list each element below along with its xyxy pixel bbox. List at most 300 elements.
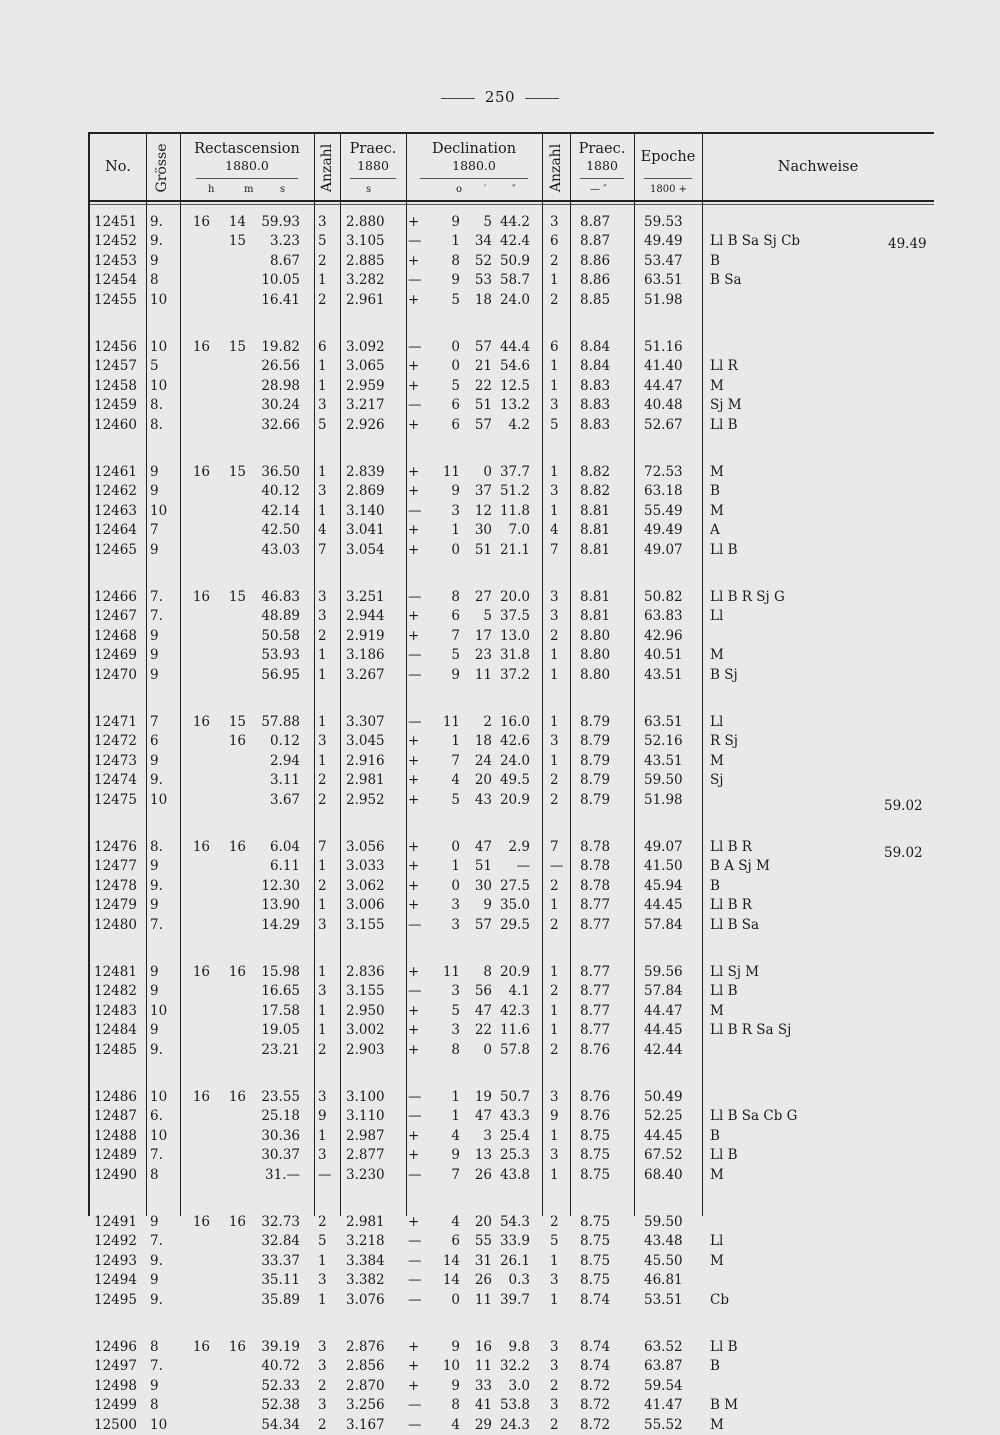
cell-decl-sign: — — [408, 1397, 422, 1414]
cell-groesse: 10 — [150, 377, 168, 394]
cell-praec: 2.961 — [346, 291, 385, 308]
cell-ra-h: 16 — [192, 589, 210, 605]
cell-epoche: 44.45 — [644, 1127, 683, 1144]
cell-ra-s: 32.66 — [261, 416, 300, 433]
cell-decl-sec: 57.8 — [499, 1041, 530, 1058]
cell-groesse: 6. — [150, 1108, 163, 1125]
cell-nachweise: Ll R — [710, 358, 738, 375]
cell-praec-2: 8.79 — [580, 752, 611, 769]
cell-decl-sec: 4.1 — [508, 983, 530, 1000]
cell-decl-min: 53 — [474, 272, 492, 289]
cell-praec: 3.382 — [346, 1272, 385, 1289]
cell-decl-deg: 11 — [442, 464, 460, 480]
table-row — [0, 1040, 1000, 1060]
cell-decl-deg: 3 — [451, 916, 460, 933]
cell-anzahl: 1 — [318, 1291, 327, 1308]
cell-decl-deg: 1 — [451, 522, 460, 539]
cell-groesse: 9. — [150, 1291, 163, 1308]
cell-no: 12451 — [94, 214, 137, 230]
cell-decl-sec: 58.7 — [499, 272, 530, 289]
cell-no: 12479 — [94, 897, 137, 914]
cell-decl-sign: — — [408, 1272, 422, 1289]
cell-anzahl: — — [318, 1166, 332, 1183]
cell-decl-sign: + — [408, 483, 420, 500]
cell-no: 12466 — [94, 589, 137, 605]
table-row — [0, 837, 1000, 857]
cell-decl-min: 13 — [474, 1147, 492, 1164]
cell-praec-2: 8.85 — [580, 291, 611, 308]
cell-no: 12469 — [94, 647, 137, 664]
cell-nachweise: M — [710, 377, 724, 394]
cell-praec: 2.926 — [346, 416, 385, 433]
cell-decl-sign: + — [408, 358, 420, 375]
cell-nachweise: Ll B — [710, 1147, 738, 1164]
cell-praec: 3.230 — [346, 1166, 385, 1183]
cell-decl-deg: 6 — [451, 1233, 460, 1250]
margin-note: 59.02 — [884, 845, 923, 861]
cell-praec: 3.045 — [346, 733, 385, 750]
cell-decl-min: 18 — [474, 733, 492, 750]
cell-praec: 3.054 — [346, 541, 385, 558]
cell-praec: 2.950 — [346, 1002, 385, 1019]
cell-no: 12496 — [94, 1339, 137, 1355]
table-row — [0, 212, 1000, 232]
cell-ra-s: 3.23 — [269, 233, 300, 250]
cell-anzahl-2: 2 — [550, 877, 559, 894]
table-row — [0, 962, 1000, 982]
decl-unit-min: ′ — [484, 184, 487, 195]
cell-nachweise: Ll — [710, 714, 724, 730]
cell-decl-min: 11 — [474, 666, 492, 683]
cell-decl-deg: 14 — [442, 1252, 460, 1269]
cell-decl-min: 26 — [474, 1272, 492, 1289]
cell-epoche: 57.84 — [644, 983, 683, 1000]
header-anzahl-2: Anzahl — [548, 143, 564, 193]
cell-anzahl-2: 3 — [550, 1272, 559, 1289]
cell-praec: 2.944 — [346, 608, 385, 625]
table-row — [0, 1415, 1000, 1435]
cell-ra-m: 14 — [228, 214, 246, 230]
cell-decl-min: 5 — [483, 608, 492, 625]
cell-anzahl-2: 2 — [550, 791, 559, 808]
cell-anzahl-2: 2 — [550, 252, 559, 269]
cell-anzahl: 1 — [318, 752, 327, 769]
table-row — [0, 270, 1000, 290]
cell-ra-s: 39.19 — [261, 1339, 300, 1355]
cell-decl-sign: — — [408, 1089, 422, 1105]
header-epoche: Epoche — [640, 149, 696, 165]
cell-nachweise: A — [710, 522, 720, 539]
header-groesse: Grösse — [154, 143, 170, 193]
cell-decl-sec: 44.4 — [499, 339, 530, 355]
cell-epoche: 51.16 — [644, 339, 683, 355]
cell-praec-2: 8.79 — [580, 772, 611, 789]
cell-decl-sec: 24.3 — [499, 1416, 530, 1433]
cell-nachweise: B Sa — [710, 272, 742, 289]
cell-anzahl-2: 2 — [550, 1416, 559, 1433]
cell-praec: 3.217 — [346, 397, 385, 414]
cell-epoche: 43.51 — [644, 752, 683, 769]
rect-unit-m: m — [244, 184, 254, 195]
cell-praec-2: 8.80 — [580, 666, 611, 683]
cell-no: 12457 — [94, 358, 137, 375]
cell-decl-sec: 32.2 — [499, 1358, 530, 1375]
cell-nachweise: Ll Sj M — [710, 964, 760, 980]
cell-anzahl-2: 1 — [550, 464, 559, 480]
cell-decl-min: 11 — [474, 1291, 492, 1308]
cell-praec-2: 8.80 — [580, 627, 611, 644]
cell-decl-deg: 0 — [451, 877, 460, 894]
cell-decl-min: 22 — [474, 1022, 492, 1039]
cell-anzahl: 5 — [318, 416, 327, 433]
cell-groesse: 9 — [150, 541, 159, 558]
cell-decl-sec: 25.3 — [499, 1147, 530, 1164]
cell-decl-deg: 8 — [451, 589, 460, 605]
cell-praec-2: 8.76 — [580, 1108, 611, 1125]
cell-praec-2: 8.82 — [580, 464, 611, 480]
cell-decl-sign: + — [408, 416, 420, 433]
cell-anzahl: 3 — [318, 214, 327, 230]
header-rect-rule — [196, 178, 298, 179]
cell-praec: 3.251 — [346, 589, 385, 605]
table-row — [0, 1251, 1000, 1271]
cell-ra-s: 3.67 — [269, 791, 300, 808]
cell-anzahl-2: 2 — [550, 772, 559, 789]
cell-anzahl: 1 — [318, 1022, 327, 1039]
header-rule — [88, 200, 934, 202]
cell-decl-min: 33 — [474, 1377, 492, 1394]
cell-anzahl: 2 — [318, 791, 327, 808]
praec-unit: s — [366, 184, 372, 195]
cell-praec: 2.987 — [346, 1127, 385, 1144]
cell-praec: 2.877 — [346, 1147, 385, 1164]
cell-groesse: 9 — [150, 464, 159, 480]
cell-epoche: 63.83 — [644, 608, 683, 625]
cell-praec-2: 8.77 — [580, 964, 611, 980]
cell-anzahl-2: 2 — [550, 291, 559, 308]
cell-praec: 2.919 — [346, 627, 385, 644]
page-number-rule-left — [441, 98, 475, 99]
cell-groesse: 8. — [150, 397, 163, 414]
cell-anzahl-2: 3 — [550, 1089, 559, 1105]
decl-unit-deg: o — [456, 184, 463, 195]
cell-groesse: 10 — [150, 291, 168, 308]
cell-decl-sign: — — [408, 647, 422, 664]
cell-decl-sign: + — [408, 464, 420, 480]
cell-nachweise: Sj — [710, 772, 724, 789]
cell-ra-s: 40.12 — [261, 483, 300, 500]
cell-decl-deg: 7 — [451, 752, 460, 769]
cell-anzahl-2: 3 — [550, 483, 559, 500]
cell-ra-s: 26.56 — [261, 358, 300, 375]
cell-decl-min: 41 — [474, 1397, 492, 1414]
cell-anzahl-2: 1 — [550, 1127, 559, 1144]
cell-nachweise: M — [710, 1252, 724, 1269]
header-praec-rule — [350, 178, 396, 179]
cell-epoche: 63.51 — [644, 714, 683, 730]
cell-epoche: 55.49 — [644, 502, 683, 519]
cell-no: 12478 — [94, 877, 137, 894]
cell-anzahl-2: 6 — [550, 339, 559, 355]
header-anzahl: Anzahl — [319, 143, 335, 193]
cell-no: 12470 — [94, 666, 137, 683]
cell-decl-min: 51 — [474, 541, 492, 558]
cell-decl-min: 20 — [474, 772, 492, 789]
cell-decl-min: 51 — [474, 858, 492, 875]
cell-praec-2: 8.80 — [580, 647, 611, 664]
cell-praec-2: 8.86 — [580, 252, 611, 269]
cell-anzahl-2: 1 — [550, 377, 559, 394]
cell-praec-2: 8.77 — [580, 1022, 611, 1039]
cell-decl-min: 19 — [474, 1089, 492, 1105]
cell-nachweise: Ll B — [710, 983, 738, 1000]
cell-decl-sec: 27.5 — [499, 877, 530, 894]
cell-epoche: 45.94 — [644, 877, 683, 894]
cell-praec: 2.885 — [346, 252, 385, 269]
table-row — [0, 462, 1000, 482]
cell-epoche: 46.81 — [644, 1272, 683, 1289]
cell-anzahl-2: 2 — [550, 1041, 559, 1058]
cell-decl-min: 57 — [474, 916, 492, 933]
cell-decl-sign: + — [408, 752, 420, 769]
decl-unit-sec: ″ — [512, 184, 516, 195]
cell-decl-min: 30 — [474, 522, 492, 539]
cell-no: 12482 — [94, 983, 137, 1000]
cell-decl-deg: 14 — [442, 1272, 460, 1289]
cell-decl-sec: 42.6 — [499, 733, 530, 750]
epoche-unit: 1800 + — [650, 184, 688, 195]
cell-praec-2: 8.81 — [580, 502, 611, 519]
cell-decl-sec: — — [516, 858, 530, 875]
cell-decl-min: 21 — [474, 358, 492, 375]
header-no: No. — [105, 159, 131, 175]
cell-decl-sign: — — [408, 983, 422, 1000]
cell-decl-sec: 25.4 — [499, 1127, 530, 1144]
cell-praec-2: 8.81 — [580, 589, 611, 605]
cell-nachweise: Ll — [710, 608, 724, 625]
cell-decl-deg: 5 — [451, 377, 460, 394]
table-row — [0, 587, 1000, 607]
cell-decl-sec: 31.8 — [499, 647, 530, 664]
cell-praec: 2.981 — [346, 772, 385, 789]
cell-praec-2: 8.75 — [580, 1147, 611, 1164]
cell-epoche: 53.47 — [644, 252, 683, 269]
cell-decl-deg: 1 — [451, 1089, 460, 1105]
cell-decl-sign: + — [408, 541, 420, 558]
cell-groesse: 10 — [150, 791, 168, 808]
cell-decl-sec: 50.7 — [499, 1089, 530, 1105]
table-row — [0, 731, 1000, 751]
cell-ra-s: 35.11 — [261, 1272, 300, 1289]
cell-decl-sign: + — [408, 252, 420, 269]
table-row — [0, 1087, 1000, 1107]
cell-nachweise: B M — [710, 1397, 739, 1414]
cell-decl-min: 31 — [474, 1252, 492, 1269]
cell-anzahl-2: 1 — [550, 358, 559, 375]
cell-decl-deg: 5 — [451, 647, 460, 664]
cell-decl-sec: 43.8 — [499, 1166, 530, 1183]
cell-anzahl-2: 9 — [550, 1108, 559, 1125]
cell-no: 12464 — [94, 522, 137, 539]
cell-ra-s: 31.— — [265, 1166, 300, 1183]
table-row — [0, 520, 1000, 540]
cell-anzahl-2: 3 — [550, 589, 559, 605]
cell-decl-deg: 10 — [442, 1358, 460, 1375]
cell-epoche: 59.50 — [644, 772, 683, 789]
cell-decl-sec: 50.9 — [499, 252, 530, 269]
cell-praec: 2.839 — [346, 464, 385, 480]
cell-anzahl: 3 — [318, 733, 327, 750]
cell-no: 12497 — [94, 1358, 137, 1375]
cell-decl-min: 51 — [474, 397, 492, 414]
cell-praec: 2.876 — [346, 1339, 385, 1355]
cell-epoche: 52.16 — [644, 733, 683, 750]
cell-ra-h: 16 — [192, 964, 210, 980]
cell-no: 12480 — [94, 916, 137, 933]
cell-no: 12473 — [94, 752, 137, 769]
cell-decl-min: 47 — [474, 1108, 492, 1125]
cell-anzahl: 3 — [318, 1147, 327, 1164]
cell-no: 12491 — [94, 1214, 137, 1230]
cell-groesse: 7. — [150, 1358, 163, 1375]
cell-no: 12463 — [94, 502, 137, 519]
cell-groesse: 9. — [150, 1252, 163, 1269]
cell-decl-min: 22 — [474, 377, 492, 394]
cell-groesse: 10 — [150, 339, 168, 355]
table-row — [0, 1290, 1000, 1310]
cell-decl-deg: 9 — [451, 214, 460, 230]
cell-decl-sec: 4.2 — [508, 416, 530, 433]
cell-ra-m: 15 — [228, 339, 246, 355]
cell-ra-m: 16 — [228, 964, 246, 980]
margin-note: 59.02 — [884, 798, 923, 814]
cell-groesse: 7. — [150, 589, 163, 605]
cell-no: 12488 — [94, 1127, 137, 1144]
cell-praec-2: 8.72 — [580, 1377, 611, 1394]
cell-ra-s: 14.29 — [261, 916, 300, 933]
cell-decl-sec: 49.5 — [499, 772, 530, 789]
cell-groesse: 9 — [150, 666, 159, 683]
cell-decl-deg: 1 — [451, 233, 460, 250]
cell-decl-deg: 0 — [451, 541, 460, 558]
cell-decl-min: 43 — [474, 791, 492, 808]
cell-decl-min: 0 — [483, 1041, 492, 1058]
cell-no: 12486 — [94, 1089, 137, 1105]
cell-decl-sign: — — [408, 233, 422, 250]
cell-nachweise: Ll B Sa — [710, 916, 760, 933]
cell-ra-s: 16.41 — [261, 291, 300, 308]
cell-decl-deg: 7 — [451, 627, 460, 644]
cell-no: 12498 — [94, 1377, 137, 1394]
cell-decl-sign: + — [408, 522, 420, 539]
cell-anzahl-2: 2 — [550, 983, 559, 1000]
cell-epoche: 51.98 — [644, 291, 683, 308]
cell-nachweise: B — [710, 1358, 720, 1375]
cell-epoche: 67.52 — [644, 1147, 683, 1164]
cell-groesse: 8 — [150, 1166, 159, 1183]
cell-no: 12487 — [94, 1108, 137, 1125]
cell-anzahl: 3 — [318, 1397, 327, 1414]
cell-praec: 3.041 — [346, 522, 385, 539]
page-number — [0, 88, 1000, 106]
header-declination: Declination — [431, 141, 517, 157]
cell-praec-2: 8.81 — [580, 522, 611, 539]
cell-anzahl: 2 — [318, 877, 327, 894]
cell-ra-s: 53.93 — [261, 647, 300, 664]
header-praec2-year: 1880 — [586, 158, 618, 173]
cell-praec: 3.065 — [346, 358, 385, 375]
cell-nachweise: M — [710, 647, 724, 664]
cell-groesse: 10 — [150, 502, 168, 519]
cell-praec: 3.186 — [346, 647, 385, 664]
cell-groesse: 9 — [150, 752, 159, 769]
cell-decl-sec: 11.6 — [499, 1022, 530, 1039]
table-row — [0, 1212, 1000, 1232]
cell-groesse: 6 — [150, 733, 159, 750]
cell-ra-s: 52.33 — [261, 1377, 300, 1394]
cell-praec-2: 8.72 — [580, 1416, 611, 1433]
header-nachweise: Nachweise — [777, 159, 859, 175]
cell-decl-sign: + — [408, 1339, 420, 1355]
table-row — [0, 376, 1000, 396]
cell-ra-s: 36.50 — [261, 464, 300, 480]
cell-ra-s: 35.89 — [261, 1291, 300, 1308]
cell-decl-sec: 43.3 — [499, 1108, 530, 1125]
cell-epoche: 40.48 — [644, 397, 683, 414]
cell-decl-sign: — — [408, 1166, 422, 1183]
cell-no: 12465 — [94, 541, 137, 558]
table-row — [0, 712, 1000, 732]
cell-decl-sign: + — [408, 964, 420, 980]
cell-ra-s: 32.73 — [261, 1214, 300, 1230]
cell-nachweise: M — [710, 1166, 724, 1183]
cell-no: 12460 — [94, 416, 137, 433]
table-row — [0, 415, 1000, 435]
cell-praec-2: 8.83 — [580, 397, 611, 414]
cell-anzahl-2: 2 — [550, 627, 559, 644]
cell-decl-deg: 4 — [451, 1127, 460, 1144]
cell-decl-sign: + — [408, 627, 420, 644]
cell-praec: 3.105 — [346, 233, 385, 250]
cell-nachweise: B — [710, 483, 720, 500]
cell-anzahl: 1 — [318, 714, 327, 730]
cell-groesse: 9 — [150, 1377, 159, 1394]
cell-anzahl: 1 — [318, 858, 327, 875]
table-row — [0, 337, 1000, 357]
cell-decl-sec: 20.9 — [499, 964, 530, 980]
table-row — [0, 1337, 1000, 1357]
cell-ra-s: 42.14 — [261, 502, 300, 519]
cell-decl-min: 9 — [483, 897, 492, 914]
cell-praec-2: 8.79 — [580, 714, 611, 730]
cell-praec: 2.870 — [346, 1377, 385, 1394]
cell-no: 12456 — [94, 339, 137, 355]
cell-praec-2: 8.75 — [580, 1233, 611, 1250]
cell-decl-sign: + — [408, 839, 420, 855]
cell-anzahl: 2 — [318, 291, 327, 308]
cell-epoche: 68.40 — [644, 1166, 683, 1183]
cell-epoche: 57.84 — [644, 916, 683, 933]
cell-anzahl: 2 — [318, 772, 327, 789]
cell-anzahl-2: 3 — [550, 214, 559, 230]
table-row — [0, 1376, 1000, 1396]
table-row — [0, 481, 1000, 501]
cell-praec-2: 8.78 — [580, 877, 611, 894]
cell-decl-min: 18 — [474, 291, 492, 308]
cell-ra-h: 16 — [192, 214, 210, 230]
cell-decl-min: 24 — [474, 752, 492, 769]
cell-decl-min: 26 — [474, 1166, 492, 1183]
